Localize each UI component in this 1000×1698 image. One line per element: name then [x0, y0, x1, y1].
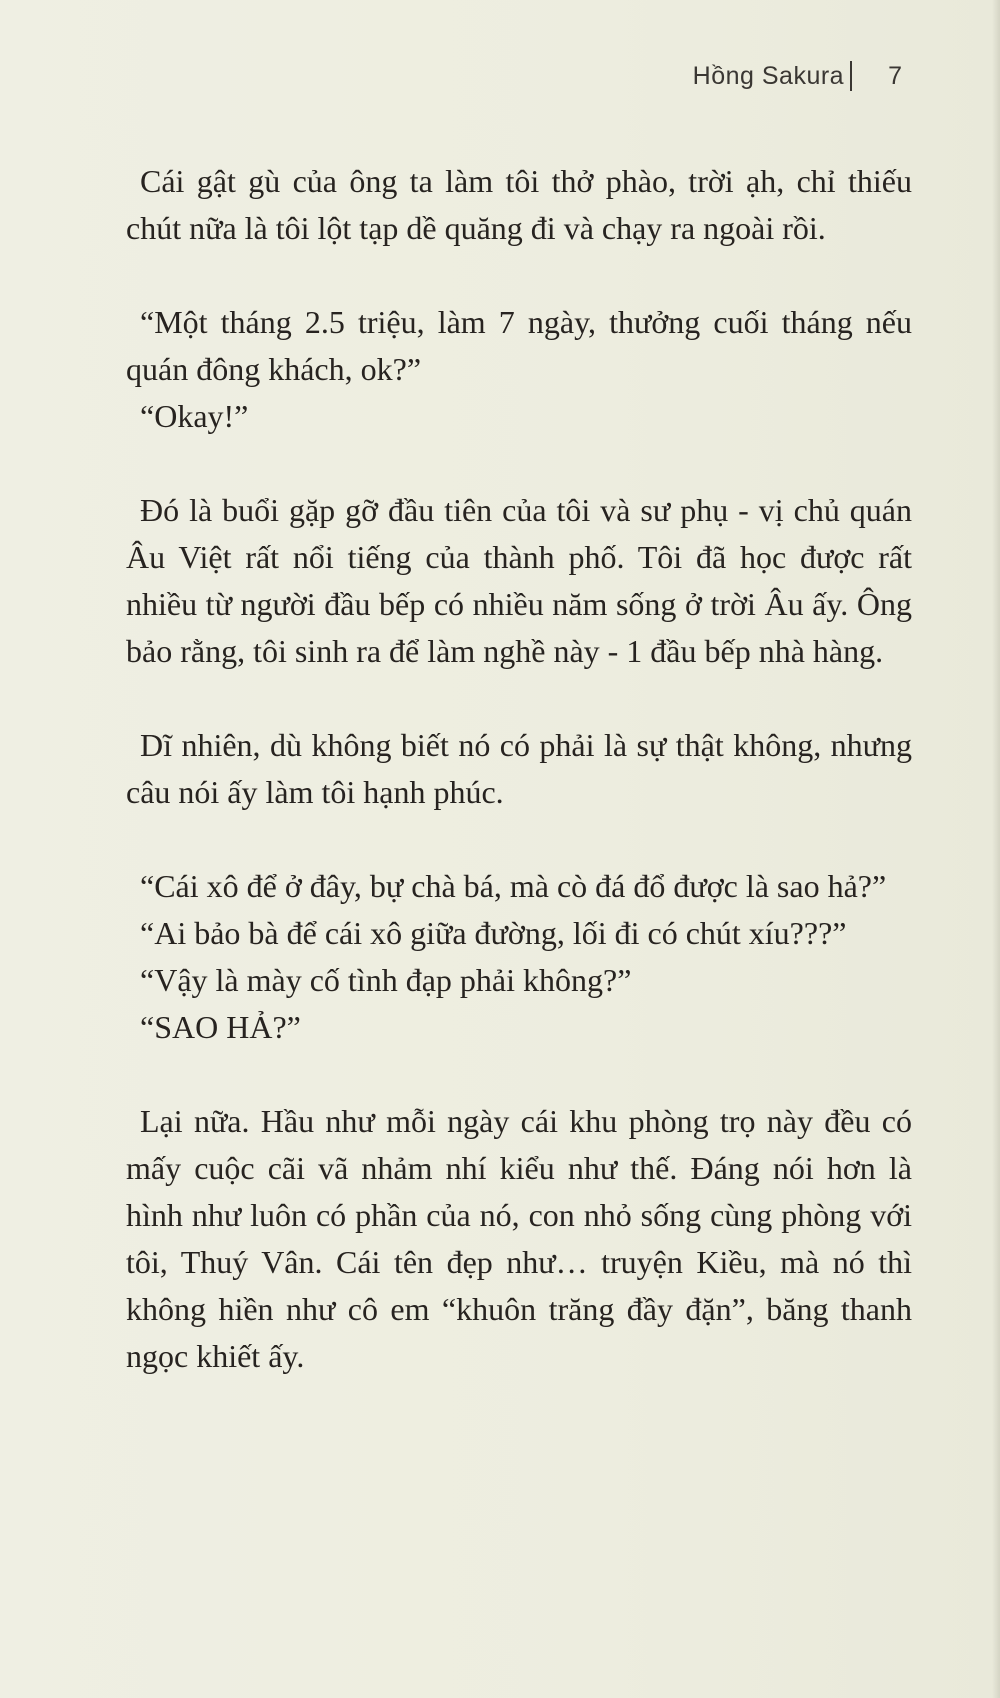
- body-text: [126, 158, 912, 1380]
- paragraph: Dĩ nhiên, dù không biết nó có phải là sự thật không, nhưng câu nói ấy làm tôi hạnh phúc.: [126, 727, 912, 810]
- paragraph: Cái gật gù của ông ta làm tôi thở phào, trời ạh, chỉ thiếu chút nữa là tôi lột tạp dề quăng đi và chạy ra ngoài rồi.: [126, 163, 912, 246]
- dialogue-line: “Cái xô để ở đây, bự chà bá, mà cò đá đổ được là sao hả?”: [140, 868, 887, 904]
- dialogue-line: “Okay!”: [140, 398, 249, 434]
- page-header: [693, 56, 902, 96]
- page-number: 7: [888, 61, 902, 90]
- dialogue-line: “Một tháng 2.5 triệu, làm 7 ngày, thưởng cuối tháng nếu quán đông khách, ok?”: [126, 304, 912, 387]
- header-divider: [850, 61, 852, 91]
- dialogue-line: “Vậy là mày cố tình đạp phải không?”: [140, 962, 632, 998]
- dialogue-line: “SAO HẢ?”: [140, 1009, 301, 1045]
- running-title: Hồng Sakura: [692, 61, 845, 90]
- paragraph: Lại nữa. Hầu như mỗi ngày cái khu phòng trọ này đều có mấy cuộc cãi vã nhảm nhí kiểu như thế. Đáng nói hơn là hình như luôn có phần của nó, con nhỏ sống cùng phòng với tôi, Thuý Vân. Cái tên đẹp như… truyện Kiều, mà nó thì không hiền như cô em “khuôn trăng đầy đặn”, băng thanh ngọc khiết ấy.: [126, 1103, 912, 1374]
- paragraph: Đó là buổi gặp gỡ đầu tiên của tôi và sư phụ - vị chủ quán Âu Việt rất nổi tiếng của thành phố. Tôi đã học được rất nhiều từ người đầu bếp có nhiều năm sống ở trời Âu ấy. Ông bảo rằng, tôi sinh ra để làm nghề này - 1 đầu bếp nhà hàng.: [126, 492, 912, 669]
- page-edge-shadow: [992, 0, 1000, 1698]
- dialogue-line: “Ai bảo bà để cái xô giữa đường, lối đi có chút xíu???”: [140, 915, 847, 951]
